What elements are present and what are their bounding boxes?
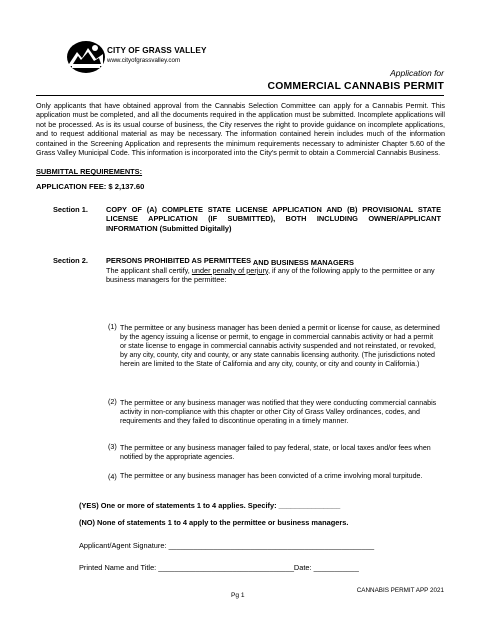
website-link[interactable]: www.cityofgrassvalley.com	[107, 57, 181, 64]
item-number: (3)	[108, 442, 117, 451]
list-item: The permittee or any business manager failed to pay federal, state, or local taxes and/or fees when notified by the appropriate agencies.	[120, 444, 431, 461]
section2-label: Section 2.	[53, 256, 88, 265]
section2-intro	[106, 266, 442, 285]
application-fee: APPLICATION FEE: $ 2,137.60	[36, 182, 145, 191]
item-number: (2)	[108, 397, 117, 406]
item-number: (4)	[108, 472, 117, 481]
application-for-label: Application for	[390, 68, 444, 78]
signature-field[interactable]: Applicant/Agent Signature: __________________________________________________	[79, 541, 375, 550]
no-statement[interactable]: (NO) None of statements 1 to 4 apply to the permittee or business managers.	[79, 518, 349, 527]
header-divider	[36, 95, 444, 96]
item-number: (1)	[108, 322, 117, 331]
list-item: The permittee or any business manager has been convicted of a crime involving moral turpitude.	[120, 472, 423, 480]
org-name: CITY OF GRASS VALLEY	[107, 46, 207, 55]
list-item: The permittee or any business manager has been denied a permit or license for cause, as determined by the agency issuing a license or permit, to engage in commercial cannabis activity or had a permit or state license to engage in commercial cannabis activity suspended and not reinstated, or revoked, by any city, county, city and county, or any state cannabis licensing authority. (The jurisdictions noted herein are limited to the State of California and any city, county, or city and county in California.)	[120, 324, 440, 368]
list-item: The permittee or any business manager was notified that they were conducting commercial cannabis activity in non-compliance with this chapter or other City of Grass Valley ordinances, codes, and requirements and they failed to discontinue operating in a timely manner.	[120, 399, 437, 425]
intro-paragraph: Only applicants that have obtained approval from the Cannabis Selection Committee can apply for a Cannabis Permit. This application must be completed, and all the documents required in the application must be submitted. Incomplete applications will not be processed. As is its usual course of business, the City reserves the right to provide guidance on incomplete applications, and to request additional material as may be necessary. The information contained herein includes much of the information contained in the Screening Application and represents the minimum requirements necessary to administer Chapter 5.60 of the Grass Valley Municipal Code. This information is incorporated into the City's permit to obtain a Commercial Cannabis Business.	[36, 101, 445, 158]
page-title: COMMERCIAL CANNABIS PERMIT	[267, 81, 444, 92]
section2-intro-after: , if any of the following apply to the permittee or any business managers for the permittee:	[106, 266, 435, 285]
submittal-heading: SUBMITTAL REQUIREMENTS:	[36, 167, 143, 176]
section2-intro-underlined: under penalty of perjury	[191, 266, 268, 275]
document-id: CANNABIS PERMIT APP 2021	[356, 587, 444, 594]
section1-text: COPY OF (A) COMPLETE STATE LICENSE APPLICATION AND (B) PROVISIONAL STATE LICENSE APPLICATION (IF SUBMITTED), BOTH INCLUDING OWNER/APPLICANT INFORMATION (Submitted Digitally)	[106, 205, 441, 233]
section2-intro-before: The applicant shall certify,	[106, 266, 192, 275]
section1-label: Section 1.	[53, 205, 88, 214]
page-number: Pg 1	[231, 592, 245, 599]
section2-heading-part2: AND BUSINESS MANAGERS	[252, 258, 354, 267]
section2-heading	[106, 256, 354, 265]
name-title-date-field[interactable]: Printed Name and Title: _________________________________Date: ___________	[79, 563, 359, 572]
city-seal-icon	[66, 40, 106, 74]
yes-statement[interactable]: (YES) One or more of statements 1 to 4 applies. Specify: _______________	[79, 501, 341, 510]
section2-heading-part1: PERSONS PROHIBITED AS PERMITTEES	[106, 256, 252, 265]
